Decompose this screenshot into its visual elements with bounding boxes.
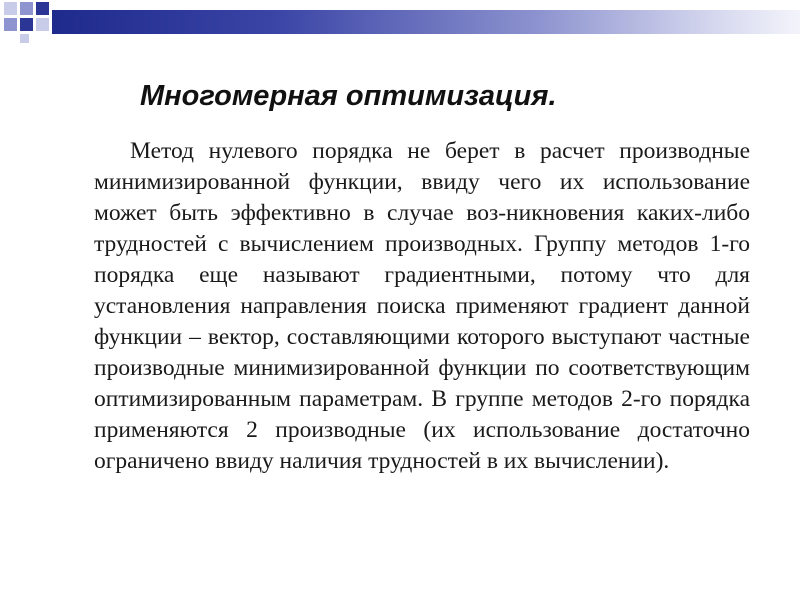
top-decorative-banner: [0, 0, 800, 44]
slide-title: Многомерная оптимизация.: [140, 80, 557, 112]
gradient-bar: [52, 10, 800, 34]
decor-square: [36, 18, 49, 31]
decor-square: [36, 2, 49, 15]
decor-square: [4, 2, 17, 15]
decor-square: [20, 2, 33, 15]
slide-body-text: Метод нулевого порядка не берет в расчет производные минимизированной функции, ввиду чего их использование может быть эффективно в случае воз-никновения каких-либо трудностей с вычислением производных. Группу методов 1-го порядка еще называют градиентными, потому что для установления направления поиска применяют градиент данной функции – вектор, составляющими которого выступают частные производные минимизированной функции по соответствующим оптимизированным параметрам. В группе методов 2-го порядка применяются 2 производные (их использование достаточно ограничено ввиду наличия трудностей в их вычислении).: [94, 138, 750, 474]
decor-square: [20, 34, 29, 43]
decor-square: [4, 18, 17, 31]
decor-square: [20, 18, 33, 31]
